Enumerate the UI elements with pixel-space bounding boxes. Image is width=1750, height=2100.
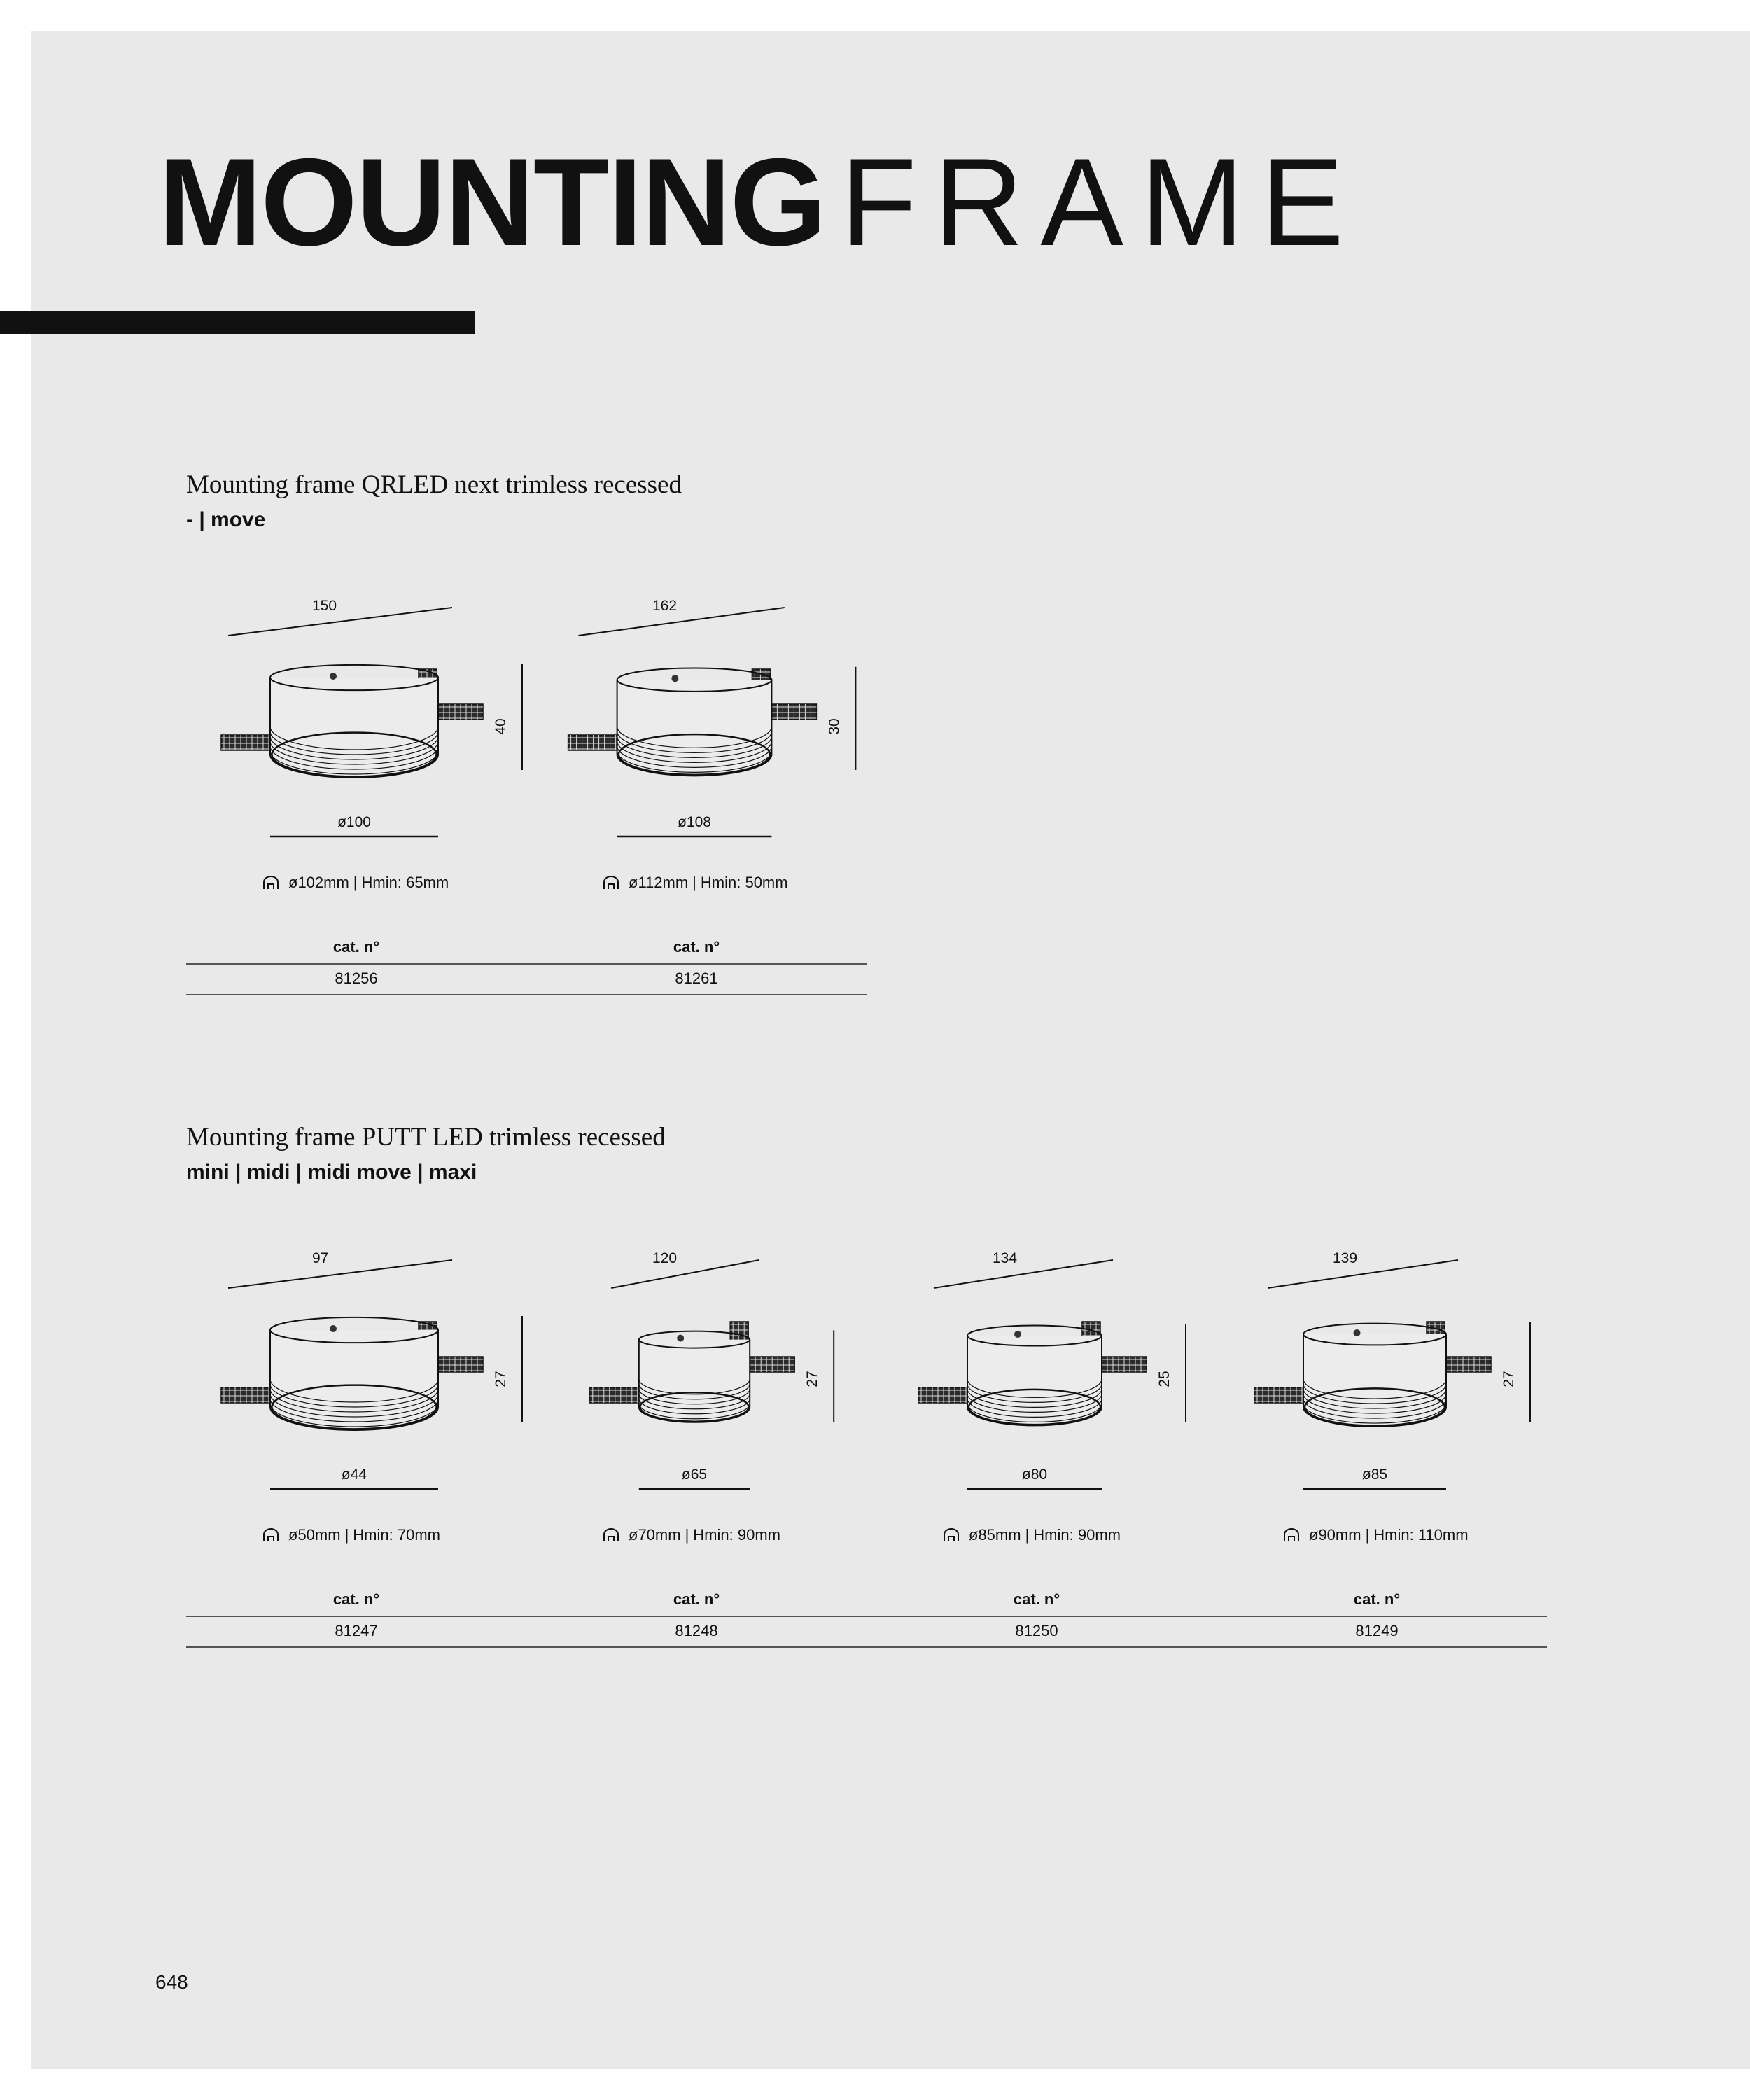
hmin-value: Hmin: 70mm <box>353 1526 440 1544</box>
section-title: Mounting frame PUTT LED trimless recessed <box>186 1123 666 1152</box>
width-dimension-line <box>228 608 452 636</box>
left-mounting-tab <box>568 735 619 750</box>
cutout-value: ø85mm <box>969 1526 1021 1544</box>
cat-number-header: cat. n° <box>332 1590 380 1608</box>
left-mounting-tab <box>590 1387 640 1403</box>
right-mounting-tab <box>769 704 816 720</box>
diameter-label: ø80 <box>1021 1466 1048 1483</box>
diameter-label: ø100 <box>337 814 371 830</box>
title-light: FRAME <box>841 132 1362 272</box>
cutout-spec <box>262 1526 440 1544</box>
cat-number-header: cat. n° <box>332 938 380 955</box>
cat-number-value: 81261 <box>675 969 718 987</box>
cutout-value: ø50mm <box>288 1526 341 1544</box>
right-mounting-tab <box>747 1357 794 1372</box>
width-label: 162 <box>652 598 678 614</box>
page-sheet <box>31 31 1750 2069</box>
cutout-value: ø90mm <box>1309 1526 1362 1544</box>
cat-number-value: 81249 <box>1355 1622 1399 1639</box>
width-dimension-line <box>611 1260 759 1288</box>
page-title <box>158 132 1362 272</box>
spec-separator: | <box>1025 1526 1030 1544</box>
width-label: 120 <box>652 1250 678 1266</box>
cat-number-header: cat. n° <box>1353 1590 1401 1608</box>
cutout-value: ø70mm <box>629 1526 681 1544</box>
cutout-spec <box>1282 1526 1469 1544</box>
height-label: 40 <box>493 718 509 735</box>
cat-number-header: cat. n° <box>673 938 720 955</box>
recessed-cutout-icon <box>942 1527 960 1543</box>
section-title: Mounting frame QRLED next trimless recessed <box>186 470 682 499</box>
width-label: 150 <box>312 598 337 614</box>
height-label: 27 <box>493 1371 509 1387</box>
frame-drawing <box>867 1239 1207 1491</box>
section-subtitle: - | move <box>186 508 266 531</box>
hmin-value: Hmin: 110mm <box>1373 1526 1469 1544</box>
frame-drawing <box>526 1239 867 1491</box>
cutout-spec <box>262 874 449 892</box>
right-mounting-tab <box>435 704 483 720</box>
recessed-cutout-icon <box>602 1527 620 1543</box>
cat-number-value: 81247 <box>335 1622 378 1639</box>
cat-number-value: 81256 <box>335 969 378 987</box>
hmin-value: Hmin: 90mm <box>1033 1526 1121 1544</box>
spec-separator: | <box>692 874 696 891</box>
spec-separator: | <box>353 874 358 891</box>
table-rule <box>186 994 867 995</box>
cat-number-value: 81250 <box>1015 1622 1058 1639</box>
title-accent-bar <box>0 311 475 334</box>
right-mounting-tab <box>435 1357 483 1372</box>
recessed-cutout-icon <box>262 875 280 890</box>
cutout-spec <box>602 874 788 892</box>
recessed-cutout-icon <box>262 1527 280 1543</box>
diameter-label: ø85 <box>1362 1466 1388 1483</box>
recessed-cutout-icon <box>602 875 620 890</box>
left-mounting-tab <box>1254 1387 1305 1403</box>
diameter-label: ø44 <box>341 1466 368 1483</box>
width-label: 134 <box>993 1250 1018 1266</box>
cat-number-value: 81248 <box>675 1622 718 1639</box>
table-rule <box>186 1616 1547 1617</box>
cat-number-header: cat. n° <box>673 1590 720 1608</box>
left-mounting-tab <box>918 1387 969 1403</box>
width-label: 139 <box>1333 1250 1358 1266</box>
width-dimension-line <box>1268 1260 1458 1288</box>
height-label: 27 <box>804 1371 821 1387</box>
cutout-value: ø102mm <box>288 874 349 891</box>
width-dimension-line <box>228 1260 452 1288</box>
hmin-value: Hmin: 90mm <box>693 1526 780 1544</box>
cutout-value: ø112mm <box>629 874 689 891</box>
spec-separator: | <box>1365 1526 1370 1544</box>
width-dimension-line <box>578 608 784 636</box>
height-label: 25 <box>1156 1371 1172 1387</box>
height-label: 27 <box>1501 1371 1517 1387</box>
title-bold: MOUNTING <box>158 132 826 272</box>
cutout-spec <box>602 1526 780 1544</box>
cutout-spec <box>942 1526 1121 1544</box>
frame-drawing <box>186 587 526 839</box>
page-number: 648 <box>155 1971 188 1993</box>
section-subtitle: mini | midi | midi move | maxi <box>186 1161 477 1184</box>
hmin-value: Hmin: 50mm <box>700 874 788 891</box>
recessed-cutout-icon <box>1282 1527 1301 1543</box>
cat-number-header: cat. n° <box>1013 1590 1060 1608</box>
frame-drawing <box>186 1239 526 1491</box>
left-mounting-tab <box>221 1387 272 1403</box>
left-mounting-tab <box>221 735 272 750</box>
spec-separator: | <box>685 1526 690 1544</box>
frame-drawing <box>1207 1239 1547 1491</box>
diameter-label: ø108 <box>678 814 711 830</box>
table-rule <box>186 963 867 965</box>
hmin-value: Hmin: 65mm <box>361 874 449 891</box>
right-mounting-tab <box>1099 1357 1147 1372</box>
width-label: 97 <box>312 1250 329 1266</box>
spec-separator: | <box>344 1526 349 1544</box>
right-mounting-tab <box>1443 1357 1491 1372</box>
width-dimension-line <box>934 1260 1113 1288</box>
height-label: 30 <box>826 718 843 735</box>
diameter-label: ø65 <box>681 1466 708 1483</box>
table-rule <box>186 1646 1547 1648</box>
frame-drawing <box>526 587 867 839</box>
